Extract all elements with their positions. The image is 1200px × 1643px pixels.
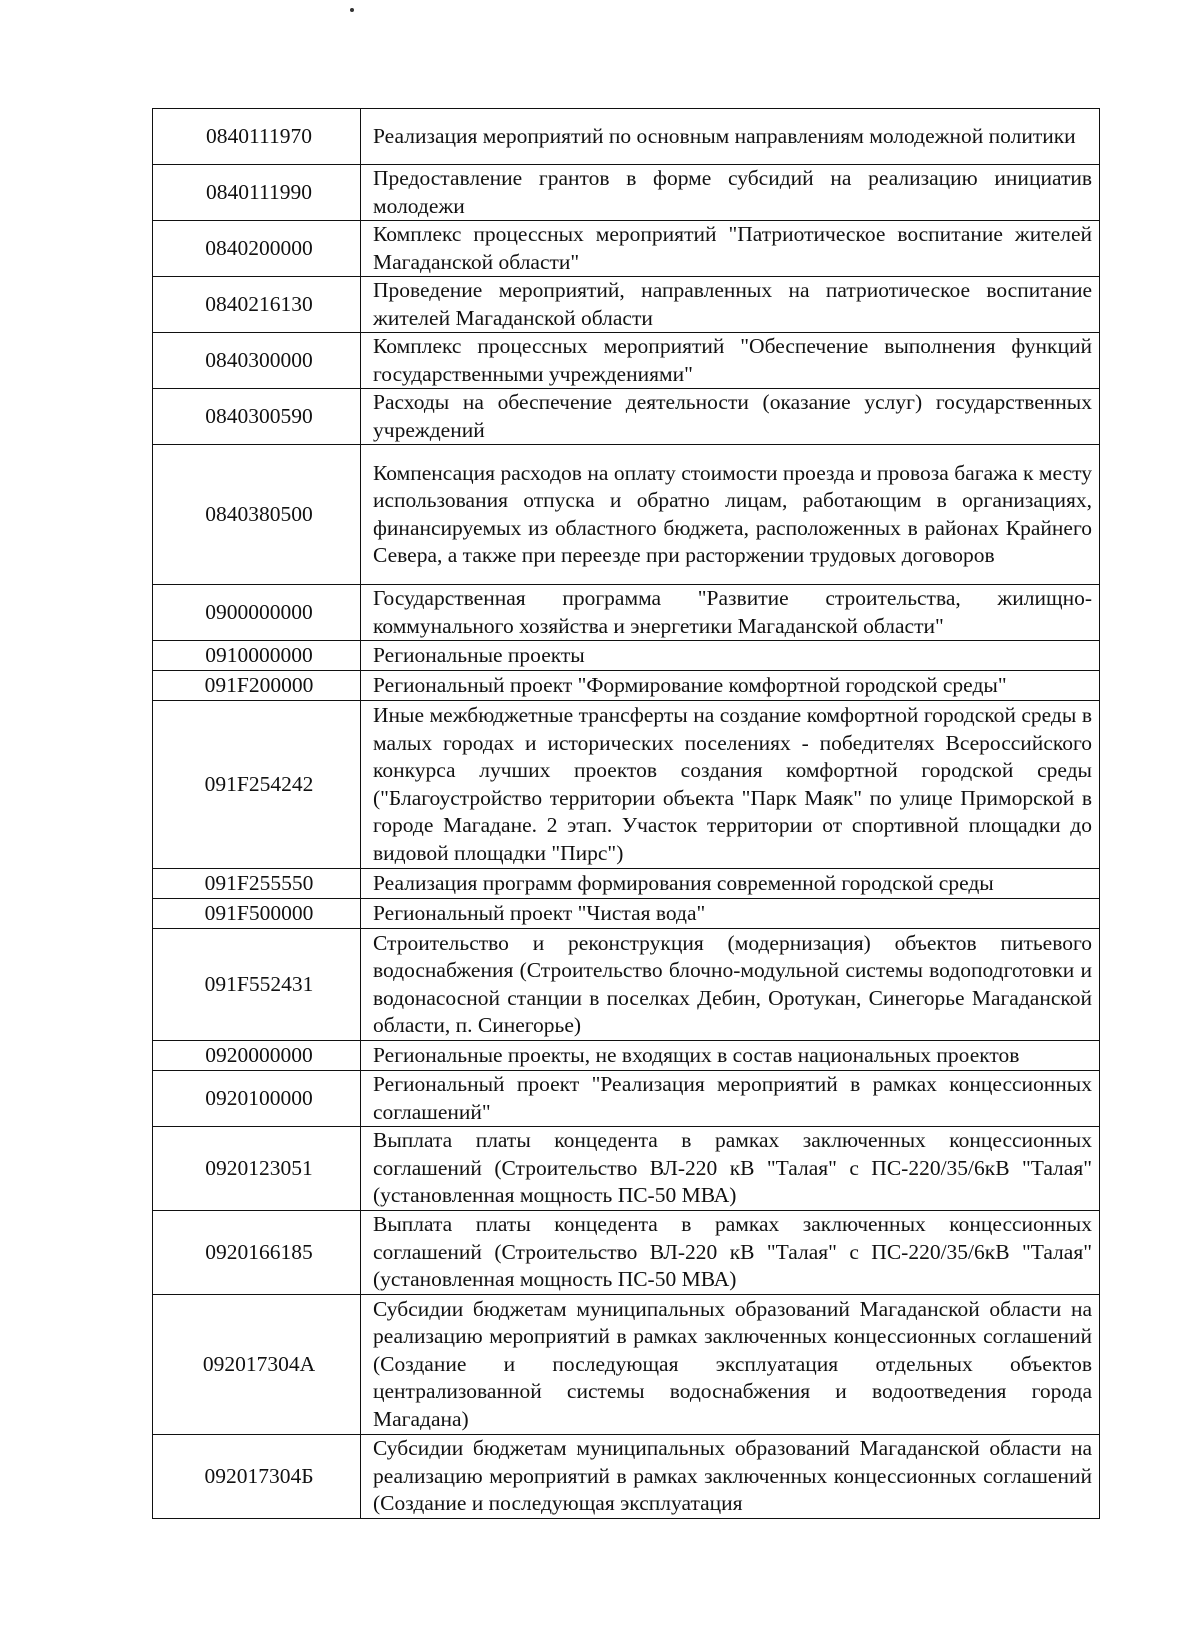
row-code: 0840216130 (153, 277, 361, 333)
row-description: Субсидии бюджетам муниципальных образований Магаданской области на реализацию мероприятий в рамках заключенных концессионных соглашений (Создание и последующая эксплуатация отдельных объектов централизованной системы водоснабжения и водоотведения города Магадана) (361, 1295, 1100, 1435)
table-row (153, 165, 1100, 221)
row-code: 0840300590 (153, 389, 361, 445)
row-code: 091F500000 (153, 899, 361, 929)
row-code: 091F255550 (153, 869, 361, 899)
row-code: 0840111970 (153, 109, 361, 165)
table-row (153, 641, 1100, 671)
row-code: 0920166185 (153, 1211, 361, 1295)
table-row (153, 1211, 1100, 1295)
table-row (153, 671, 1100, 701)
table-row (153, 1295, 1100, 1435)
row-code: 0910000000 (153, 641, 361, 671)
row-code: 0920123051 (153, 1127, 361, 1211)
row-description: Иные межбюджетные трансферты на создание комфортной городской среды в малых городах и исторических поселениях - победителях Всероссийского конкурса лучших проектов создания комфортной городской среды ("Благоустройство территории объекта "Парк Маяк" по улице Приморской в городе Магадане. 2 этап. Участок территории от спортивной площадки до видовой площадки "Пирс") (361, 701, 1100, 869)
table-row (153, 1071, 1100, 1127)
row-description: Региональный проект "Реализация мероприятий в рамках концессионных соглашений" (361, 1071, 1100, 1127)
row-code: 0900000000 (153, 585, 361, 641)
table-row (153, 1435, 1100, 1519)
table-row (153, 869, 1100, 899)
row-code: 092017304Б (153, 1435, 361, 1519)
scan-speck (350, 8, 354, 12)
row-code: 0920100000 (153, 1071, 361, 1127)
row-code: 091F254242 (153, 701, 361, 869)
row-description: Реализация программ формирования современной городской среды (361, 869, 1100, 899)
table-row (153, 389, 1100, 445)
table-row (153, 701, 1100, 869)
table-row (153, 929, 1100, 1041)
row-description: Региональные проекты (361, 641, 1100, 671)
row-code: 0840111990 (153, 165, 361, 221)
row-description: Государственная программа "Развитие строительства, жилищно-коммунального хозяйства и энергетики Магаданской области" (361, 585, 1100, 641)
row-code: 0840380500 (153, 445, 361, 585)
table-row (153, 109, 1100, 165)
table-row (153, 333, 1100, 389)
row-description: Выплата платы концедента в рамках заключенных концессионных соглашений (Строительство ВЛ-220 кВ "Талая" с ПС-220/35/6кВ "Талая" (установленная мощность ПС-50 МВА) (361, 1211, 1100, 1295)
row-description: Компенсация расходов на оплату стоимости проезда и провоза багажа к месту использования отпуска и обратно лицам, работающим в организациях, финансируемых из областного бюджета, расположенных в районах Крайнего Севера, а также при переезде при расторжении трудовых договоров (361, 445, 1100, 585)
row-description: Региональный проект "Чистая вода" (361, 899, 1100, 929)
row-description: Выплата платы концедента в рамках заключенных концессионных соглашений (Строительство ВЛ-220 кВ "Талая" с ПС-220/35/6кВ "Талая" (установленная мощность ПС-50 МВА) (361, 1127, 1100, 1211)
row-description: Региональные проекты, не входящих в состав национальных проектов (361, 1041, 1100, 1071)
budget-classification-table (152, 108, 1100, 1519)
row-description: Расходы на обеспечение деятельности (оказание услуг) государственных учреждений (361, 389, 1100, 445)
row-code: 091F200000 (153, 671, 361, 701)
row-code: 091F552431 (153, 929, 361, 1041)
table-row (153, 899, 1100, 929)
row-code: 0840200000 (153, 221, 361, 277)
row-description: Комплекс процессных мероприятий "Обеспечение выполнения функций государственными учреждениями" (361, 333, 1100, 389)
row-description: Комплекс процессных мероприятий "Патриотическое воспитание жителей Магаданской области" (361, 221, 1100, 277)
table-row (153, 1041, 1100, 1071)
row-description: Строительство и реконструкция (модернизация) объектов питьевого водоснабжения (Строительство блочно-модульной системы водоподготовки и водонасосной станции в поселках Дебин, Оротукан, Синегорье Магаданской области, п. Синегорье) (361, 929, 1100, 1041)
table-row (153, 445, 1100, 585)
row-code: 092017304А (153, 1295, 361, 1435)
table-row (153, 1127, 1100, 1211)
row-description: Региональный проект "Формирование комфортной городской среды" (361, 671, 1100, 701)
table-row (153, 277, 1100, 333)
row-description: Субсидии бюджетам муниципальных образований Магаданской области на реализацию мероприятий в рамках заключенных концессионных соглашений (Создание и последующая эксплуатация (361, 1435, 1100, 1519)
row-description: Реализация мероприятий по основным направлениям молодежной политики (361, 109, 1100, 165)
row-description: Проведение мероприятий, направленных на патриотическое воспитание жителей Магаданской области (361, 277, 1100, 333)
table-row (153, 221, 1100, 277)
row-code: 0840300000 (153, 333, 361, 389)
row-code: 0920000000 (153, 1041, 361, 1071)
row-description: Предоставление грантов в форме субсидий на реализацию инициатив молодежи (361, 165, 1100, 221)
table-row (153, 585, 1100, 641)
